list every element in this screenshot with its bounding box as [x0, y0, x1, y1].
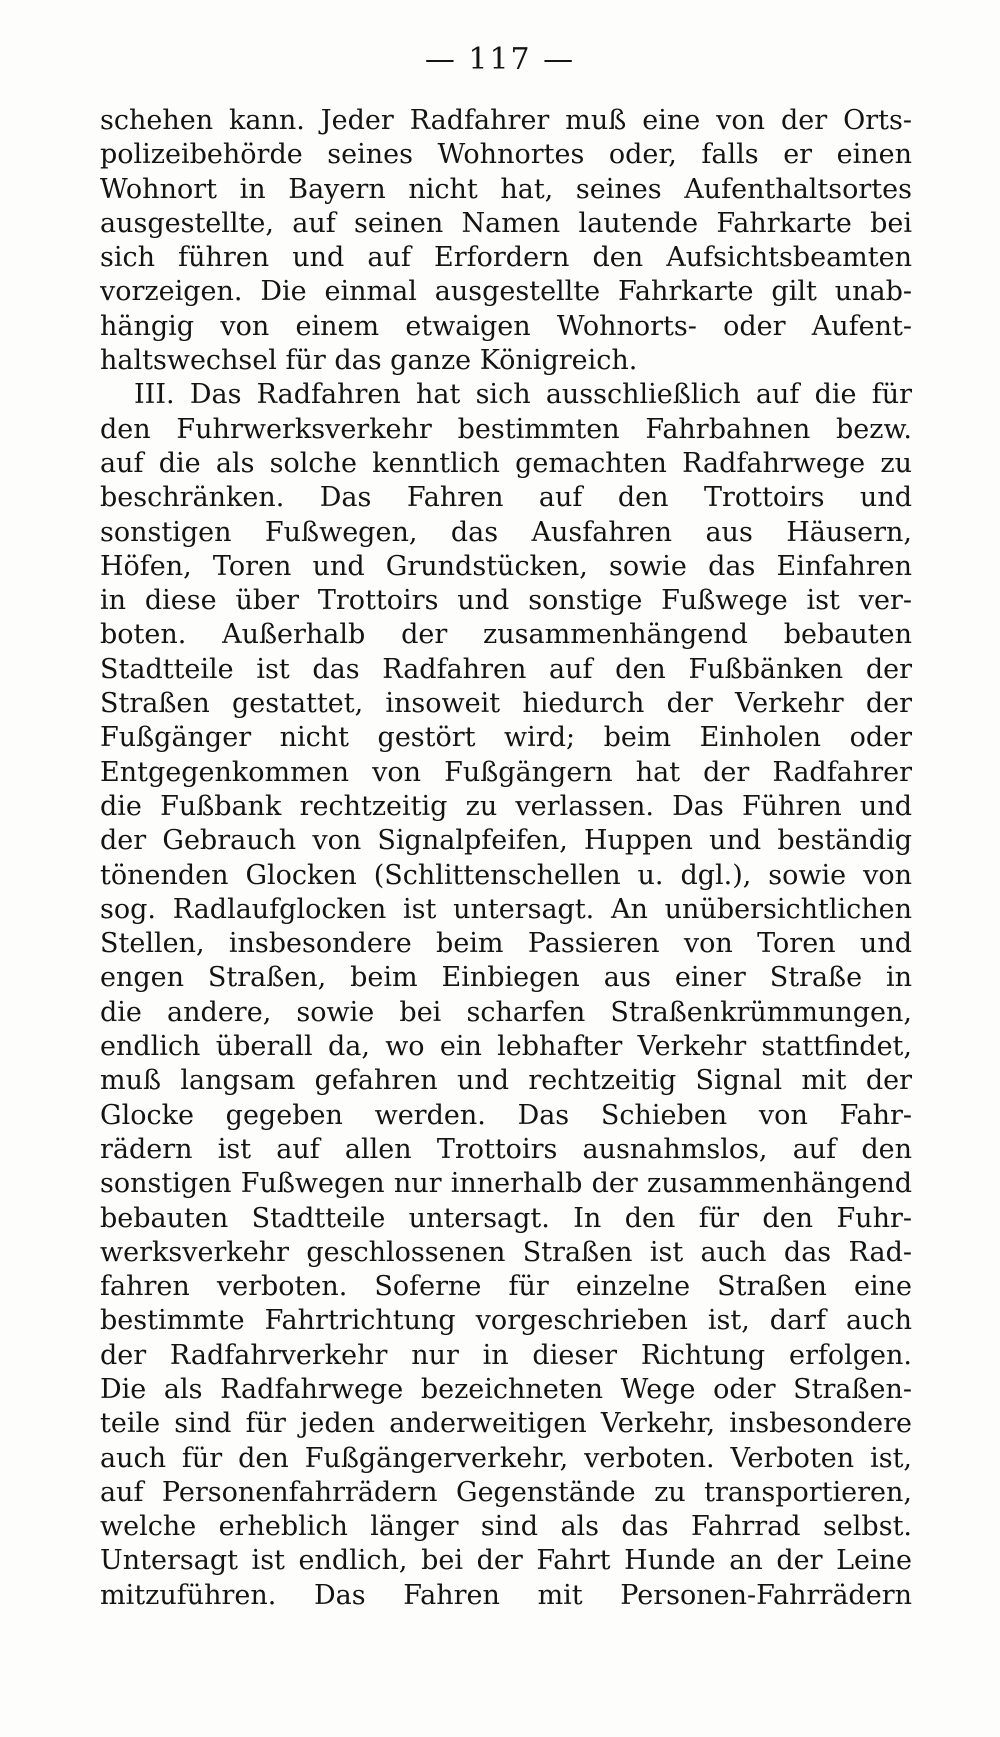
text-line: beschränken. Das Fahren auf den Trottoirs und	[100, 482, 912, 514]
text-line: Glocke gegeben werden. Das Schieben von Fahr-	[100, 1099, 912, 1131]
text-line: polizeibehörde seines Wohnortes oder, falls er einen	[100, 139, 912, 171]
text-line: auf Personenfahrrädern Gegenstände zu transportieren,	[100, 1476, 912, 1508]
text-line: auch für den Fußgängerverkehr, verboten. Verboten ist,	[100, 1442, 912, 1474]
text-line: Höfen, Toren und Grundstücken, sowie das Einfahren	[100, 550, 912, 582]
text-line: hängig von einem etwaigen Wohnorts- oder Aufent-	[100, 310, 912, 342]
text-line: rädern ist auf allen Trottoirs ausnahmslos, auf den	[100, 1133, 912, 1165]
text-line: fahren verboten. Soferne für einzelne Straßen eine	[100, 1271, 912, 1303]
text-line: sonstigen Fußwegen nur innerhalb der zusammenhängend	[100, 1168, 912, 1200]
text-line: die andere, sowie bei scharfen Straßenkrümmungen,	[100, 996, 912, 1028]
text-line: Straßen gestattet, insoweit hiedurch der Verkehr der	[100, 688, 912, 720]
text-line: boten. Außerhalb der zusammenhängend bebauten	[100, 619, 912, 651]
text-line: Wohnort in Bayern nicht hat, seines Aufenthaltsortes	[100, 173, 912, 205]
text-line: engen Straßen, beim Einbiegen aus einer Straße in	[100, 962, 912, 994]
text-line: auf die als solche kenntlich gemachten Radfahrwege zu	[100, 447, 912, 479]
text-line: endlich überall da, wo ein lebhafter Verkehr stattfindet,	[100, 1031, 912, 1063]
text-line: schehen kann. Jeder Radfahrer muß eine von der Orts-	[100, 105, 912, 136]
text-line: den Fuhrwerksverkehr bestimmten Fahrbahnen bezw.	[100, 413, 912, 445]
text-line: Die als Radfahrwege bezeichneten Wege oder Straßen-	[100, 1373, 912, 1405]
text-line: der Radfahrverkehr nur in dieser Richtung erfolgen.	[100, 1339, 912, 1371]
page-number: — 117 —	[424, 42, 576, 77]
text-line: Stellen, insbesondere beim Passieren von Toren und	[100, 928, 912, 960]
text-line: Untersagt ist endlich, bei der Fahrt Hunde an der Leine	[100, 1545, 912, 1577]
text-line: werksverkehr geschlossenen Straßen ist auch das Rad-	[100, 1236, 912, 1268]
text-line: mitzuführen. Das Fahren mit Personen-Fahrrädern	[100, 1579, 912, 1611]
text-line: teile sind für jeden anderweitigen Verkehr, insbesondere	[100, 1408, 912, 1440]
text-line: Fußgänger nicht gestört wird; beim Einholen oder	[100, 722, 912, 754]
text-line: vorzeigen. Die einmal ausgestellte Fahrkarte gilt unab-	[100, 276, 912, 308]
text-line: III. Das Radfahren hat sich ausschließlich auf die für	[134, 379, 912, 411]
text-line: bebauten Stadtteile untersagt. In den für den Fuhr-	[100, 1202, 912, 1234]
text-line: der Gebrauch von Signalpfeifen, Huppen und beständig	[100, 825, 912, 857]
text-line: tönenden Glocken (Schlittenschellen u. dgl.), sowie von	[100, 859, 912, 891]
text-line: ausgestellte, auf seinen Namen lautende Fahrkarte bei	[100, 207, 912, 239]
text-line: sonstigen Fußwegen, das Ausfahren aus Häusern,	[100, 516, 912, 548]
text-line: Entgegenkommen von Fußgängern hat der Radfahrer	[100, 756, 912, 788]
text-line: bestimmte Fahrtrichtung vorgeschrieben ist, darf auch	[100, 1305, 912, 1337]
text-line: in diese über Trottoirs und sonstige Fußwege ist ver-	[100, 585, 912, 617]
text-line: sich führen und auf Erfordern den Aufsichtsbeamten	[100, 242, 912, 274]
body-text	[100, 104, 912, 1613]
text-line: muß langsam gefahren und rechtzeitig Signal mit der	[100, 1065, 912, 1097]
text-line: die Fußbank rechtzeitig zu verlassen. Das Führen und	[100, 790, 912, 822]
text-line: welche erheblich länger sind als das Fahrrad selbst.	[100, 1511, 912, 1543]
text-line: Stadtteile ist das Radfahren auf den Fußbänken der	[100, 653, 912, 685]
text-line: haltswechsel für das ganze Königreich.	[100, 345, 638, 377]
text-line: sog. Radlaufglocken ist untersagt. An unübersichtlichen	[100, 893, 912, 925]
